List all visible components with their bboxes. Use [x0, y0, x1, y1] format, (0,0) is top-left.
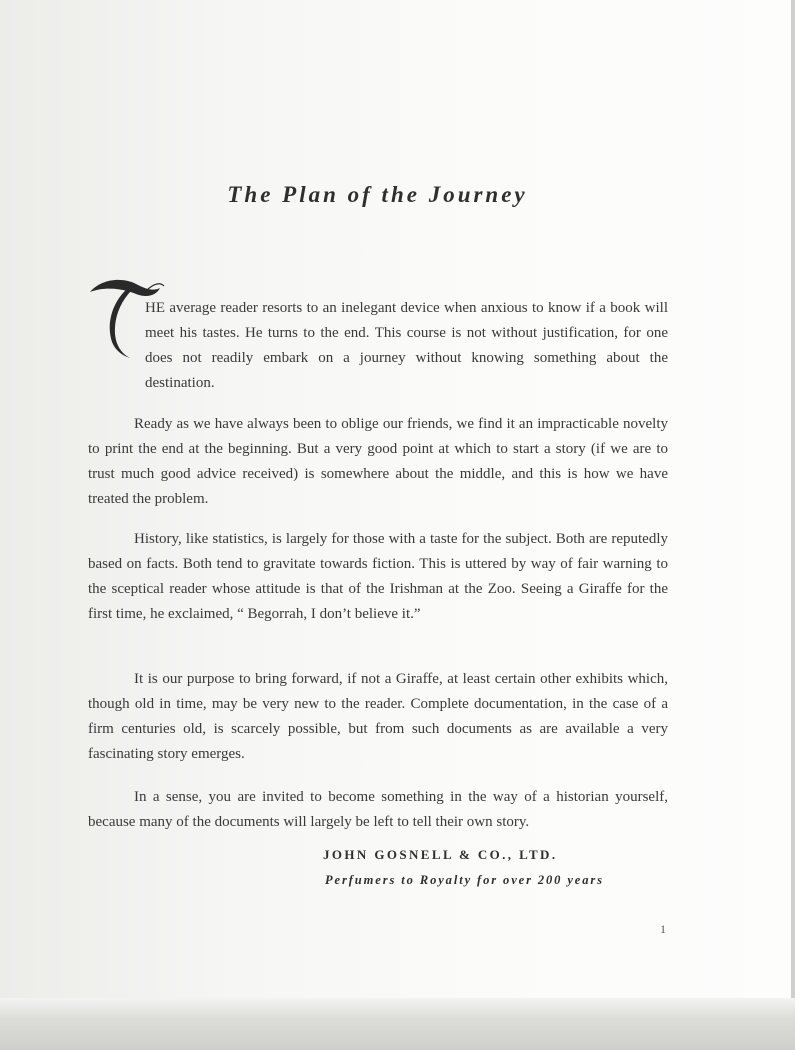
paragraph-3: History, like statistics, is largely for those with a taste for the subject. Both are reputedly based on facts. Both tend to gravitate towards fiction. This is uttered by way of fair warning to the sceptical reader whose attitude is that of the Irishman at the Zoo. Seeing a Giraffe for the first time, he exclaimed, “ Begorrah, I don’t believe it.” [88, 531, 668, 622]
signature-company: JOHN GOSNELL & CO., LTD. [323, 847, 558, 862]
page-bottom-shadow [0, 998, 795, 1050]
paragraph-1: HE average reader resorts to an inelegant device when anxious to know if a book will meet his tastes. He turns to the end. This course is not without justification, for one does not readily embark on a journey without knowing something about the destination. [145, 300, 668, 391]
paragraph-5: In a sense, you are invited to become something in the way of a historian yourself, because many of the documents will largely be left to tell their own story. [88, 789, 668, 830]
paragraph-4: It is our purpose to bring forward, if not a Giraffe, at least certain other exhibits which, though old in time, may be very new to the reader. Complete documentation, in the case of a firm centuries old, is scarcely possible, but from such documents as are available a very fascinating story emerges. [88, 671, 668, 762]
paragraph-2: Ready as we have always been to oblige our friends, we find it an impracticable novelty to print the end at the beginning. But a very good point at which to start a story (if we are to trust much good advice received) is somewhere about the middle, and this is how we have treated the problem. [88, 416, 668, 507]
signature-tagline: Perfumers to Royalty for over 200 years [325, 873, 604, 887]
page-title: The Plan of the Journey [227, 182, 528, 207]
page-edge-shadow [791, 0, 795, 1050]
page-number: 1 [660, 922, 666, 936]
